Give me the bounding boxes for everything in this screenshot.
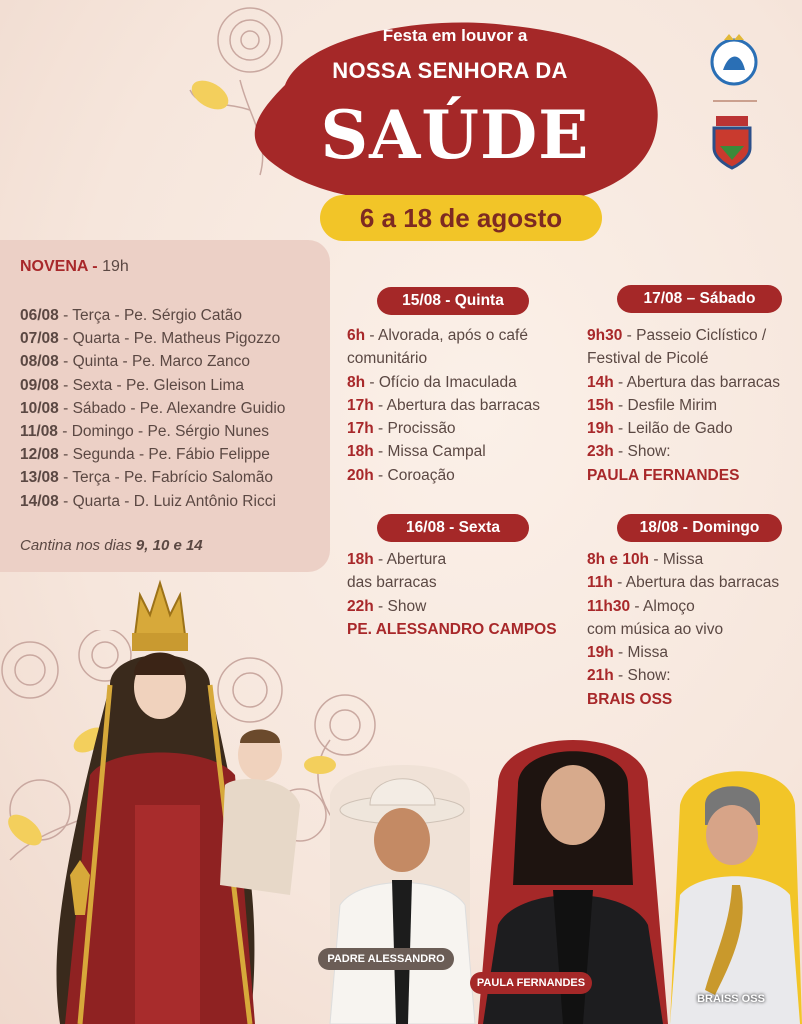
schedule-item xyxy=(587,347,802,370)
braiss-oss-photo xyxy=(660,765,802,1024)
novena-title: NOVENA - 19h xyxy=(20,258,129,275)
schedule-time: 19h xyxy=(587,644,614,662)
novena-text: Domingo - Pe. Sérgio Nunes xyxy=(71,423,270,441)
show-highlight: PAULA FERNANDES xyxy=(587,466,740,484)
schedule-item: 6h - Alvorada, após o café xyxy=(347,327,528,344)
date-pill: 6 a 18 de agosto xyxy=(320,195,602,241)
novena-date: 13/08 xyxy=(20,469,59,487)
schedule-text: Abertura das barracas xyxy=(386,396,540,414)
artist-label-padre: PADRE ALESSANDRO xyxy=(318,948,454,970)
schedule-time: 11h xyxy=(587,574,613,592)
schedule-text: Leilão de Gado xyxy=(627,420,733,438)
schedule-item: 11h - Abertura das barracas xyxy=(587,574,780,592)
novena-date: 09/08 xyxy=(20,376,59,394)
schedule-time: 21h xyxy=(587,667,614,685)
schedule-time: 23h xyxy=(587,443,614,461)
schedule-text: Abertura xyxy=(386,551,447,568)
padre-alessandro-photo xyxy=(320,755,480,1024)
novena-text: Quarta - Pe. Matheus Pigozzo xyxy=(72,330,281,348)
schedule-time: 22h xyxy=(347,597,374,615)
novena-date: 12/08 xyxy=(20,446,59,464)
novena-date: 07/08 xyxy=(20,330,59,348)
novena-date: 10/08 xyxy=(20,399,59,417)
schedule-time: 20h xyxy=(347,466,374,484)
schedule-time: 8h e 10h xyxy=(587,551,650,568)
day-18-schedule xyxy=(587,548,802,711)
novena-item: 10/08 - Sábado - Pe. Alexandre Guidio xyxy=(20,399,286,417)
novena-item: 13/08 - Terça - Pe. Fabrício Salomão xyxy=(20,469,274,487)
schedule-text: comunitário xyxy=(347,350,428,368)
novena-text: Quinta - Pe. Marco Zanco xyxy=(72,353,251,371)
header-line2: NOSSA SENHORA DA xyxy=(332,58,568,83)
schedule-item xyxy=(587,618,802,641)
schedule-text: Festival de Picolé xyxy=(587,350,709,368)
schedule-time: 15h xyxy=(587,396,614,414)
schedule-time: 6h xyxy=(347,327,366,344)
schedule-text: Almoço xyxy=(643,597,695,615)
novena-item: 14/08 - Quarta - D. Luiz Antônio Ricci xyxy=(20,492,276,510)
novena-item: 07/08 - Quarta - Pe. Matheus Pigozzo xyxy=(20,330,281,348)
city-crest-icon xyxy=(706,112,758,174)
cantina-prefix: Cantina nos dias xyxy=(20,537,132,554)
novena-item: 08/08 - Quinta - Pe. Marco Zanco xyxy=(20,353,251,371)
novena-time: 19h xyxy=(102,258,129,275)
schedule-text: Show: xyxy=(627,667,671,685)
schedule-text: Desfile Mirim xyxy=(627,396,718,414)
schedule-item: 20h - Coroação xyxy=(347,466,455,484)
cantina-days: 9, 10 e 14 xyxy=(135,537,203,554)
novena-text: Sexta - Pe. Gleison Lima xyxy=(72,376,245,394)
novena-text: Segunda - Pe. Fábio Felippe xyxy=(72,446,270,464)
novena-item: 12/08 - Segunda - Pe. Fábio Felippe xyxy=(20,446,270,464)
schedule-text: Missa Campal xyxy=(387,443,486,461)
schedule-text: Show xyxy=(387,597,427,615)
schedule-item: 19h - Missa xyxy=(587,644,668,662)
schedule-item: 17h - Procissão xyxy=(347,420,456,438)
schedule-item: 17h - Abertura das barracas xyxy=(347,396,540,414)
header-line1: Festa em louvor a xyxy=(382,26,528,45)
schedule-item: 18h - Missa Campal xyxy=(347,443,486,461)
schedule-time: 11h30 xyxy=(587,597,631,615)
novena-text: Sábado - Pe. Alexandre Guidio xyxy=(72,399,286,417)
parish-logo-icon xyxy=(709,30,759,88)
schedule-text: Passeio Ciclístico / xyxy=(636,327,767,344)
novena-text: Terça - Pe. Sérgio Catão xyxy=(72,307,243,324)
novena-date: 11/08 xyxy=(20,423,58,441)
cantina-note xyxy=(20,537,203,554)
schedule-item xyxy=(347,347,582,370)
schedule-text: Show: xyxy=(627,443,671,461)
novena-text: Quarta - D. Luiz Antônio Ricci xyxy=(72,492,276,510)
schedule-text: Missa xyxy=(662,551,704,568)
day-15-pill: 15/08 - Quinta xyxy=(377,287,529,315)
day-16-schedule xyxy=(347,548,582,641)
artist-label-braiss: BRAISS OSS xyxy=(697,993,765,1005)
schedule-time: 17h xyxy=(347,420,374,438)
schedule-time: 17h xyxy=(347,396,374,414)
schedule-text: Abertura das barracas xyxy=(625,574,780,592)
day-16-pill: 16/08 - Sexta xyxy=(377,514,529,542)
our-lady-statue-image xyxy=(50,575,310,1024)
day-17-pill: 17/08 – Sábado xyxy=(617,285,782,313)
schedule-text: Procissão xyxy=(387,420,456,438)
novena-date: 14/08 xyxy=(20,492,59,510)
schedule-item: 8h e 10h - Missa xyxy=(587,551,704,568)
schedule-item: 15h - Desfile Mirim xyxy=(587,396,718,414)
day-15-schedule xyxy=(347,324,582,487)
novena-label: NOVENA xyxy=(20,258,88,275)
day-18-pill: 18/08 - Domingo xyxy=(617,514,782,542)
schedule-text: Abertura das barracas xyxy=(626,373,780,391)
schedule-text: Missa xyxy=(627,644,668,662)
schedule-time: 18h xyxy=(347,551,374,568)
novena-item: 06/08 - Terça - Pe. Sérgio Catão xyxy=(20,307,243,324)
schedule-time: 14h xyxy=(587,373,614,391)
header-title: SAÚDE xyxy=(320,96,590,174)
novena-text: Terça - Pe. Fabrício Salomão xyxy=(72,469,274,487)
show-highlight: BRAIS OSS xyxy=(587,690,673,708)
schedule-time: 8h xyxy=(347,373,366,391)
logo-separator xyxy=(713,100,757,102)
schedule-time: 18h xyxy=(347,443,374,461)
schedule-text: Coroação xyxy=(387,466,455,484)
schedule-text: Ofício da Imaculada xyxy=(378,373,517,391)
schedule-text: das barracas xyxy=(347,574,437,592)
schedule-item: 19h - Leilão de Gado xyxy=(587,420,733,438)
artist-label-paula: PAULA FERNANDES xyxy=(470,972,592,994)
novena-item: 09/08 - Sexta - Pe. Gleison Lima xyxy=(20,376,245,394)
novena-item: 11/08 - Domingo - Pe. Sérgio Nunes xyxy=(20,423,270,441)
schedule-text: com música ao vivo xyxy=(587,620,724,638)
schedule-item: 14h - Abertura das barracas xyxy=(587,373,780,391)
schedule-item: 23h - Show: xyxy=(587,443,671,461)
schedule-item: 21h - Show: xyxy=(587,667,671,685)
schedule-item: 11h30 - Almoço xyxy=(587,597,695,615)
schedule-item: 18h - Abertura xyxy=(347,551,447,568)
schedule-time: 9h30 xyxy=(587,327,623,344)
schedule-item xyxy=(347,571,582,594)
schedule-text: Alvorada, após o café xyxy=(378,327,528,344)
schedule-item: 22h - Show xyxy=(347,597,427,615)
schedule-item: 9h30 - Passeio Ciclístico / xyxy=(587,327,767,344)
day-17-schedule xyxy=(587,324,802,487)
novena-date: 08/08 xyxy=(20,353,59,371)
novena-list xyxy=(20,304,285,513)
novena-date: 06/08 xyxy=(20,307,59,324)
show-highlight: PE. ALESSANDRO CAMPOS xyxy=(347,620,557,638)
schedule-item: 8h - Ofício da Imaculada xyxy=(347,373,517,391)
schedule-time: 19h xyxy=(587,420,614,438)
